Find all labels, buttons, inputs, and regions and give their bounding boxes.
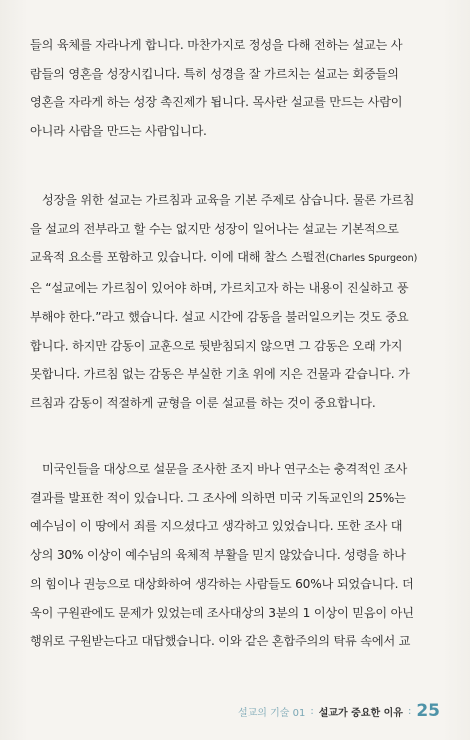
text-line: 성장을 위한 설교는 가르침과 교육을 기본 주제로 삼습니다. 물론 가르침 (42, 193, 415, 207)
footer-title: 설교가 중요한 이유 (318, 707, 403, 719)
text-line: 을 설교의 전부라고 할 수는 없지만 성장이 일어나는 설교는 기본적으로 (30, 221, 399, 236)
text-line: 은 “설교에는 가르침이 있어야 하며, 가르치고자 하는 내용이 진실하고 풍 (30, 281, 409, 296)
footer-separator: : (310, 705, 314, 717)
footer-chapter: 설교의 기술 01 (237, 707, 306, 719)
text-line: 영혼을 자라게 하는 성장 촉진제가 됩니다. 목사란 설교를 만드는 사람이 (30, 95, 403, 110)
page-footer (238, 698, 440, 724)
text-line: 람들의 영혼을 성장시킵니다. 특히 성경을 잘 가르치는 설교는 회중들의 (30, 66, 399, 81)
inline-note: (Charles Spurgeon) (325, 253, 418, 265)
text-line: 미국인들을 대상으로 설문을 조사한 조지 바나 연구소는 충격적인 조사 (42, 462, 408, 476)
text-line: 욱이 구원관에도 문제가 있었는데 조사대상의 3분의 1 이상이 믿음이 아닌 (30, 605, 414, 620)
text-segment: 교육적 요소를 포함하고 있습니다. 이에 대해 찰스 스펄전 (30, 250, 326, 265)
text-line: 결과를 발표한 적이 있습니다. 그 조사에 의하면 미국 기독교인의 25%는 (30, 490, 406, 505)
page-number: 25 (416, 701, 440, 721)
text-line: 부해야 한다.”라고 했습니다. 설교 시간에 감동을 불러일으키는 것도 중요 (30, 309, 409, 324)
text-line: 아니라 사람을 만드는 사람입니다. (30, 124, 207, 139)
text-line: 예수님이 이 땅에서 죄를 지으셨다고 생각하고 있었습니다. 또한 조사 대 (30, 519, 403, 534)
text-line-with-note (30, 243, 446, 274)
text-line: 의 힘이나 권능으로 대상화하여 생각하는 사람들도 60%나 되었습니다. 더 (30, 576, 414, 591)
paragraph-2 (30, 186, 446, 418)
paragraph-1 (30, 31, 446, 146)
text-line: 합니다. 하지만 감동이 교훈으로 뒷받침되지 않으면 그 감동은 오래 가지 (30, 338, 403, 353)
text-line: 들의 육체를 자라나게 합니다. 마찬가지로 정성을 다해 전하는 설교는 사 (30, 38, 403, 52)
text-line: 상의 30% 이상이 예수님의 육체적 부활을 믿지 않았습니다. 성령을 하나 (30, 548, 406, 563)
text-line: 못합니다. 가르침 없는 감동은 부실한 기초 위에 지은 건물과 같습니다. 가 (30, 367, 410, 382)
paragraph-3 (30, 455, 446, 656)
footer-end-mark: : (407, 705, 412, 717)
text-line: 행위로 구원받는다고 대답했습니다. 이와 같은 혼합주의의 탁류 속에서 교 (30, 634, 411, 649)
text-line: 르침과 감동이 적절하게 균형을 이룬 설교를 하는 것이 중요합니다. (30, 395, 376, 410)
